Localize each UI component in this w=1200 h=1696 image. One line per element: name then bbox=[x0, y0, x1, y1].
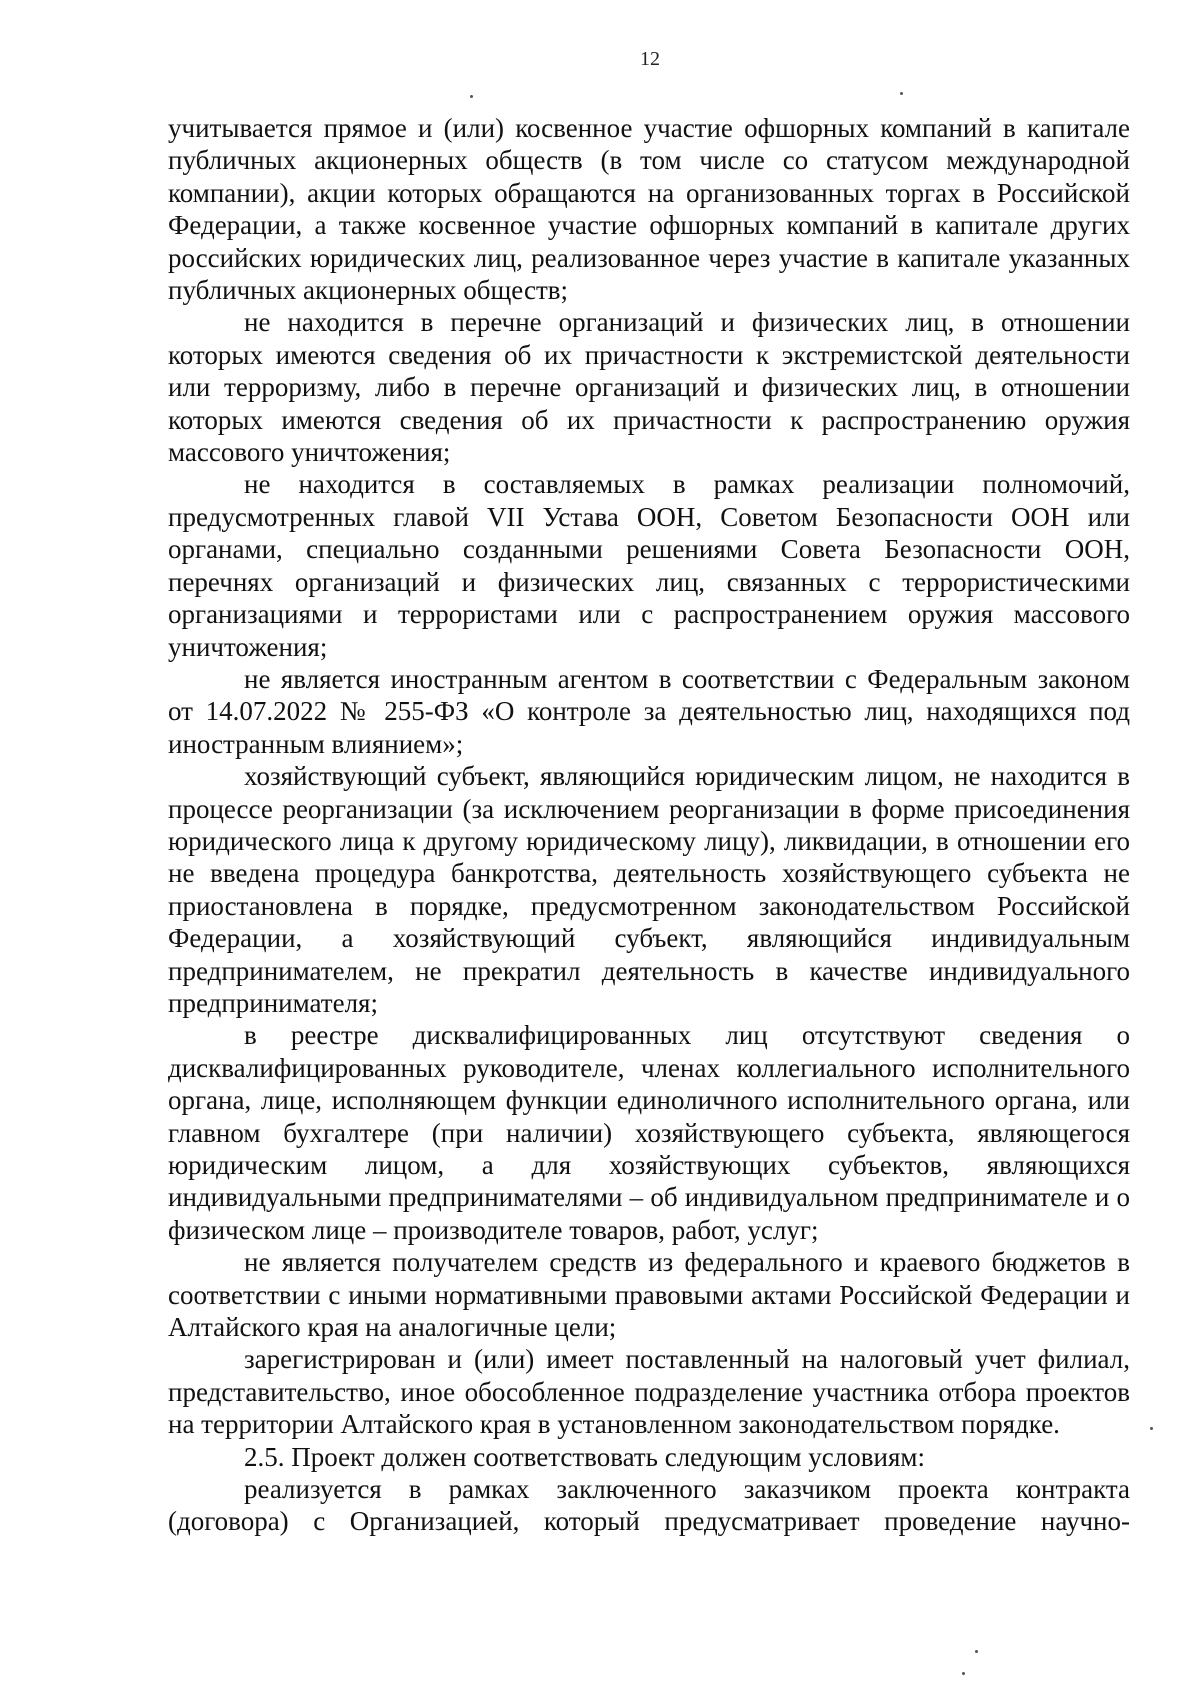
section-2-5-heading: 2.5. Проект должен соответствовать следующим условиям: bbox=[244, 1441, 925, 1472]
paragraph-foreign-agent: не является иностранным агентом в соответствии с Федеральным законом от 14.07.2022 № 255-ФЗ «О контроле за деятельностью лиц, находящихся под иностранным влиянием»; bbox=[168, 663, 1130, 759]
paragraph-budget-recipient: не является получателем средств из федерального и краевого бюджетов в соответствии с иными нормативными правовыми актами Российской Федерации и Алтайского края на аналогичные цели; bbox=[168, 1247, 1130, 1343]
scan-speck bbox=[1150, 1427, 1153, 1430]
paragraph-contract-condition: реализуется в рамках заключенного заказчиком проекта контракта (договора) с Организацией, который предусматривает проведение научно- bbox=[168, 1474, 1130, 1537]
paragraph-registration: зарегистрирован и (или) имеет поставленный на налоговый учет филиал, представительство, иное обособленное подразделение участника отбора проектов на территории Алтайского края в установленном законодательством порядке. bbox=[168, 1344, 1130, 1440]
paragraph-extremism-list: не находится в перечне организаций и физических лиц, в отношении которых имеются сведения об их причастности к экстремистской деятельности или терроризму, либо в перечне организаций и физических лиц, в отношении которых имеются сведения об их причастности к распространению оружия массового уничтожения; bbox=[168, 307, 1130, 468]
page-number: 12 bbox=[640, 48, 660, 70]
scan-speck bbox=[900, 92, 903, 95]
scan-speck bbox=[975, 1650, 978, 1653]
paragraph-un-sanctions-list: не находится в составляемых в рамках реализации полномочий, предусмотренных главой VII Устава ООН, Советом Безопасности ООН или органами, специально созданными решениями Совета Безопасности ООН, перечнях организаций и физических лиц, связанных с террористическими организациями и террористами или с распространением оружия массового уничтожения; bbox=[168, 469, 1130, 662]
paragraph-reorganization: хозяйствующий субъект, являющийся юридическим лицом, не находится в процессе реорганизации (за исключением реорганизации в форме присоединения юридического лица к другому юридическому лицу), ликвидации, в отношении его не введена процедура банкротства, деятельность хозяйствующего субъекта не приостановлена в порядке, предусмотренном законодательством Российской Федерации, а хозяйствующий субъект, являющийся индивидуальным предпринимателем, не прекратил деятельность в качестве индивидуального предпринимателя; bbox=[168, 761, 1130, 1018]
paragraph-offshore-participation: учитывается прямое и (или) косвенное участие офшорных компаний в капитале публичных акционерных обществ (в том числе со статусом международной компании), акции которых обращаются на организованных торгах в Российской Федерации, а также косвенное участие офшорных компаний в капитале других российских юридических лиц, реализованное через участие в капитале указанных публичных акционерных обществ; bbox=[168, 113, 1130, 306]
scan-speck bbox=[470, 95, 473, 98]
scan-speck bbox=[962, 1672, 965, 1675]
document-body bbox=[168, 112, 1130, 1538]
paragraph-disqualified-persons: в реестре дисквалифицированных лиц отсутствуют сведения о дисквалифицированных руководителе, членах коллегиального исполнительного органа, лице, исполняющем функции единоличного исполнительного органа, или главном бухгалтере (при наличии) хозяйствующего субъекта, являющегося юридическим лицом, а для хозяйствующих субъектов, являющихся индивидуальными предпринимателями – об индивидуальном предпринимателе и о физическом лице – производителе товаров, работ, услуг; bbox=[168, 1020, 1130, 1245]
